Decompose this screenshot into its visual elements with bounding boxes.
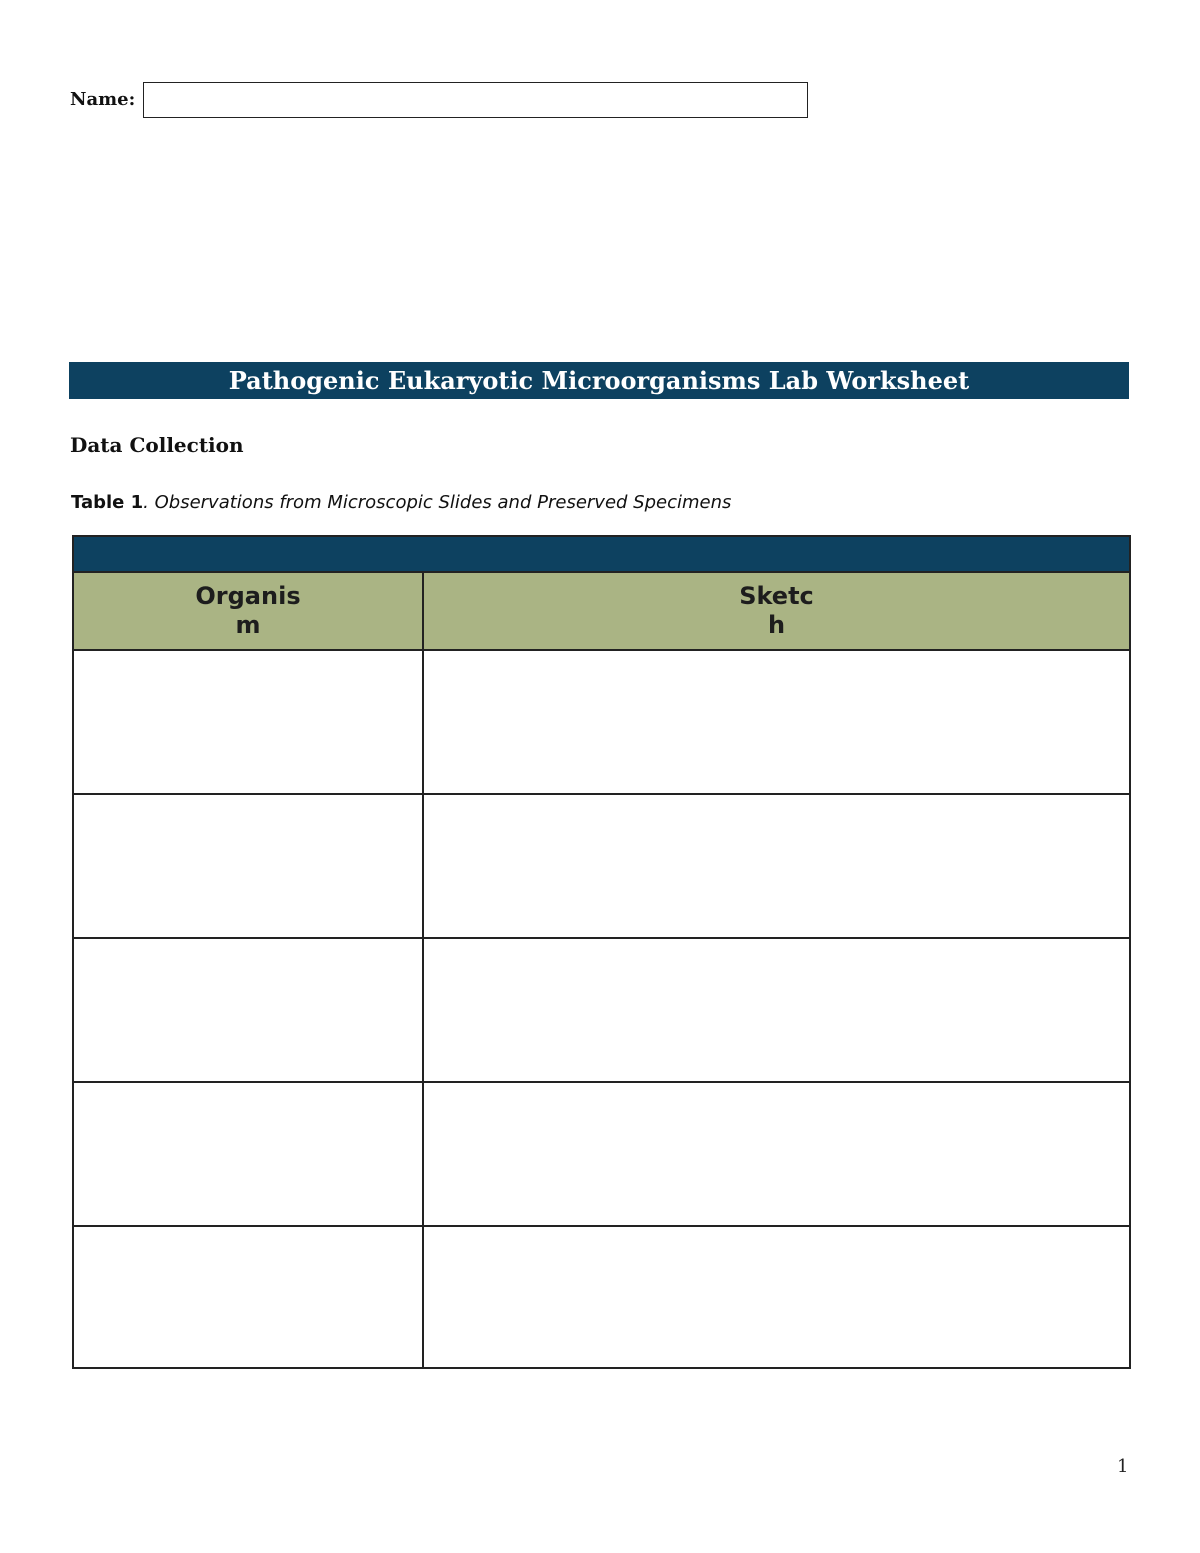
section-heading: Data Collection	[70, 433, 244, 457]
organism-cell[interactable]	[73, 1082, 423, 1226]
sketch-cell[interactable]	[423, 1226, 1130, 1368]
table-caption	[71, 492, 731, 513]
table-row	[73, 938, 1130, 1082]
sketch-column-header	[423, 572, 1130, 650]
table-title-band	[73, 536, 1130, 572]
table-row	[73, 1082, 1130, 1226]
organism-header-line2: m	[235, 611, 261, 639]
organism-header-line1: Organis	[195, 582, 301, 610]
sketch-header-line2: h	[767, 611, 786, 639]
table-row	[73, 794, 1130, 938]
table-title-band-cell	[73, 536, 1130, 572]
sketch-cell[interactable]	[423, 1082, 1130, 1226]
sketch-cell[interactable]	[423, 650, 1130, 794]
organism-column-header	[73, 572, 423, 650]
table-caption-label: Table 1	[71, 492, 144, 513]
organism-cell[interactable]	[73, 1226, 423, 1368]
table-caption-text: . Observations from Microscopic Slides and Preserved Specimens	[143, 492, 732, 513]
page-number: 1	[1117, 1456, 1129, 1477]
table-row	[73, 1226, 1130, 1368]
table-row	[73, 650, 1130, 794]
sketch-cell[interactable]	[423, 938, 1130, 1082]
organism-cell[interactable]	[73, 650, 423, 794]
organism-cell[interactable]	[73, 794, 423, 938]
sketch-cell[interactable]	[423, 794, 1130, 938]
organism-cell[interactable]	[73, 938, 423, 1082]
observations-table	[72, 535, 1131, 1369]
name-input[interactable]	[143, 82, 808, 118]
name-label: Name:	[70, 89, 136, 110]
sketch-header-line1: Sketc	[739, 582, 814, 610]
worksheet-title: Pathogenic Eukaryotic Microorganisms Lab Worksheet	[69, 362, 1129, 399]
table-header-row	[73, 572, 1130, 650]
